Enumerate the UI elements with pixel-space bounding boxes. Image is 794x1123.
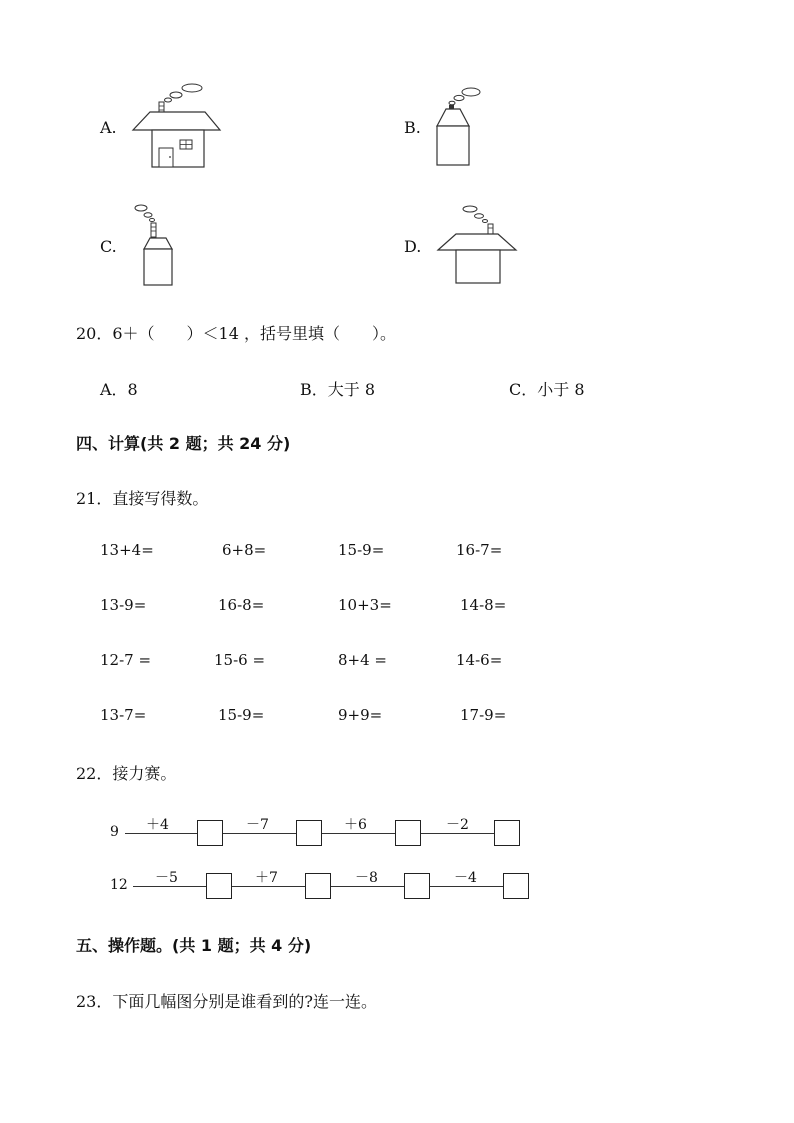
- chain-operation: －7: [246, 817, 269, 833]
- answer-box[interactable]: [494, 820, 520, 846]
- q21-item: 13+4=: [100, 541, 154, 559]
- house-front-view-icon: [130, 82, 225, 170]
- house-back-view-icon: [436, 202, 518, 288]
- chain-operation: －5: [155, 870, 178, 886]
- option-label-a: A.: [100, 118, 117, 137]
- q21-item: 13-7=: [100, 706, 147, 724]
- section-5-heading: 五、操作题。(共 1 题；共 4 分): [76, 936, 312, 955]
- q21-item: 14-8=: [460, 596, 507, 614]
- answer-box[interactable]: [395, 820, 421, 846]
- chain-operation: －2: [446, 817, 469, 833]
- house-side-view-icon: [432, 86, 492, 168]
- q21-item: 6+8=: [222, 541, 267, 559]
- chain-operation: ＋4: [146, 817, 169, 833]
- chain-start-number: 12: [110, 877, 128, 893]
- q22-title: 22．接力赛。: [76, 764, 177, 783]
- q20-option-b: B．大于 8: [300, 380, 376, 399]
- answer-box[interactable]: [503, 873, 529, 899]
- answer-box[interactable]: [296, 820, 322, 846]
- q21-item: 13-9=: [100, 596, 147, 614]
- q21-item: 15-9=: [338, 541, 385, 559]
- answer-box[interactable]: [404, 873, 430, 899]
- chain-start-number: 9: [110, 824, 119, 840]
- option-label-c: C.: [100, 237, 117, 256]
- q21-item: 8+4 =: [338, 651, 387, 669]
- q21-item: 16-8=: [218, 596, 265, 614]
- chain-operation: －4: [454, 870, 477, 886]
- q21-item: 10+3=: [338, 596, 392, 614]
- chain-operation: ＋6: [344, 817, 367, 833]
- q20-option-a: A．8: [100, 380, 138, 399]
- q21-item: 14-6=: [456, 651, 503, 669]
- house-side-view-chimney-icon: [132, 202, 182, 288]
- q21-item: 15-9=: [218, 706, 265, 724]
- answer-box[interactable]: [206, 873, 232, 899]
- q20-option-c: C．小于 8: [509, 380, 585, 399]
- q21-title: 21．直接写得数。: [76, 489, 209, 508]
- answer-box[interactable]: [305, 873, 331, 899]
- chain-operation: －8: [355, 870, 378, 886]
- q21-item: 16-7=: [456, 541, 503, 559]
- q21-item: 15-6 =: [214, 651, 266, 669]
- q21-item: 17-9=: [460, 706, 507, 724]
- chain-operation: ＋7: [255, 870, 278, 886]
- q21-item: 9+9=: [338, 706, 383, 724]
- option-label-b: B.: [404, 118, 421, 137]
- answer-box[interactable]: [197, 820, 223, 846]
- q20-question: 20．6＋（ ）＜14 ，括号里填（ ）。: [76, 324, 396, 343]
- section-4-heading: 四、计算(共 2 题；共 24 分): [76, 434, 291, 453]
- q23-title: 23．下面几幅图分别是谁看到的?连一连。: [76, 992, 377, 1011]
- q21-item: 12-7 =: [100, 651, 152, 669]
- option-label-d: D.: [404, 237, 422, 256]
